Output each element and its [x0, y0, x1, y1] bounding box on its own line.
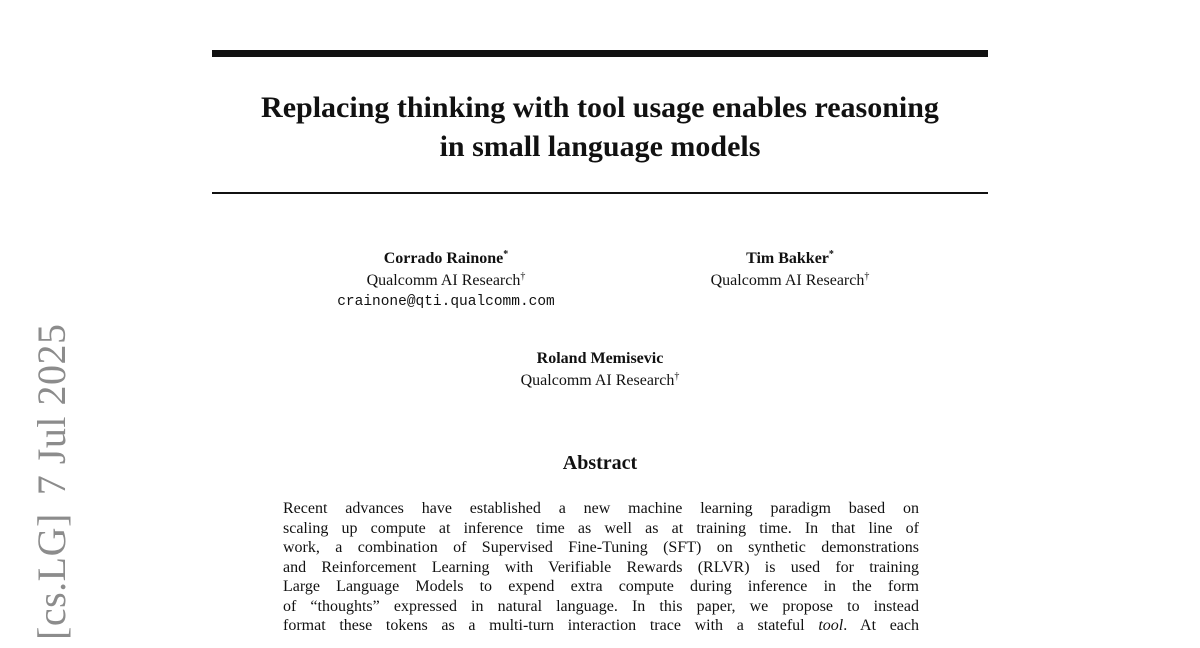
arxiv-side-stamp	[29, 323, 74, 640]
author-name: Tim Bakker*	[746, 249, 834, 267]
abstract-emphasis: tool	[818, 617, 844, 634]
affiliation-mark: †	[674, 371, 680, 382]
title-bottom-rule	[212, 192, 988, 194]
abstract-body	[283, 499, 919, 636]
title-top-rule	[212, 50, 988, 57]
equal-contribution-mark: *	[503, 249, 509, 260]
author-name: Corrado Rainone*	[383, 249, 509, 267]
arxiv-date: 7 Jul 2025	[29, 323, 74, 496]
author-email[interactable]: crainone@qti.qualcomm.com	[337, 294, 555, 310]
title-line-1: Replacing thinking with tool usage enables reasoning	[261, 91, 939, 124]
author-name: Roland Memisevic	[536, 350, 664, 367]
equal-contribution-mark: *	[828, 249, 834, 260]
abstract-line: Recent advances have established a new machine learning paradigm based on	[283, 500, 919, 517]
affiliation-mark: †	[520, 271, 526, 282]
author-block-rainone	[300, 248, 592, 313]
abstract-line: work, a combination of Supervised Fine-Tuning (SFT) on synthetic demonstrations	[283, 539, 919, 556]
author-affiliation: Qualcomm AI Research†	[366, 271, 526, 289]
abstract-line: and Reinforcement Learning with Verifiable Rewards (RLVR) is used for training	[283, 558, 919, 576]
author-affiliation: Qualcomm AI Research†	[520, 371, 680, 389]
abstract-line: scaling up compute at inference time as well as at training time. In that line of	[283, 519, 919, 537]
title-line-2: in small language models	[439, 130, 761, 163]
abstract-line: Large Language Models to expend extra compute during inference in the form	[283, 578, 919, 595]
arxiv-category: [cs.LG]	[29, 513, 74, 640]
abstract-line: format these tokens as a multi-turn interaction trace with a stateful tool. At each	[283, 617, 919, 634]
paper-title	[200, 88, 1000, 166]
author-block-bakker	[660, 248, 920, 292]
abstract-line: of “thoughts” expressed in natural language. In this paper, we propose to instead	[283, 597, 919, 615]
affiliation-mark: †	[864, 271, 870, 282]
abstract-heading: Abstract	[562, 452, 638, 474]
author-block-memisevic	[450, 348, 750, 392]
author-affiliation: Qualcomm AI Research†	[710, 271, 870, 289]
